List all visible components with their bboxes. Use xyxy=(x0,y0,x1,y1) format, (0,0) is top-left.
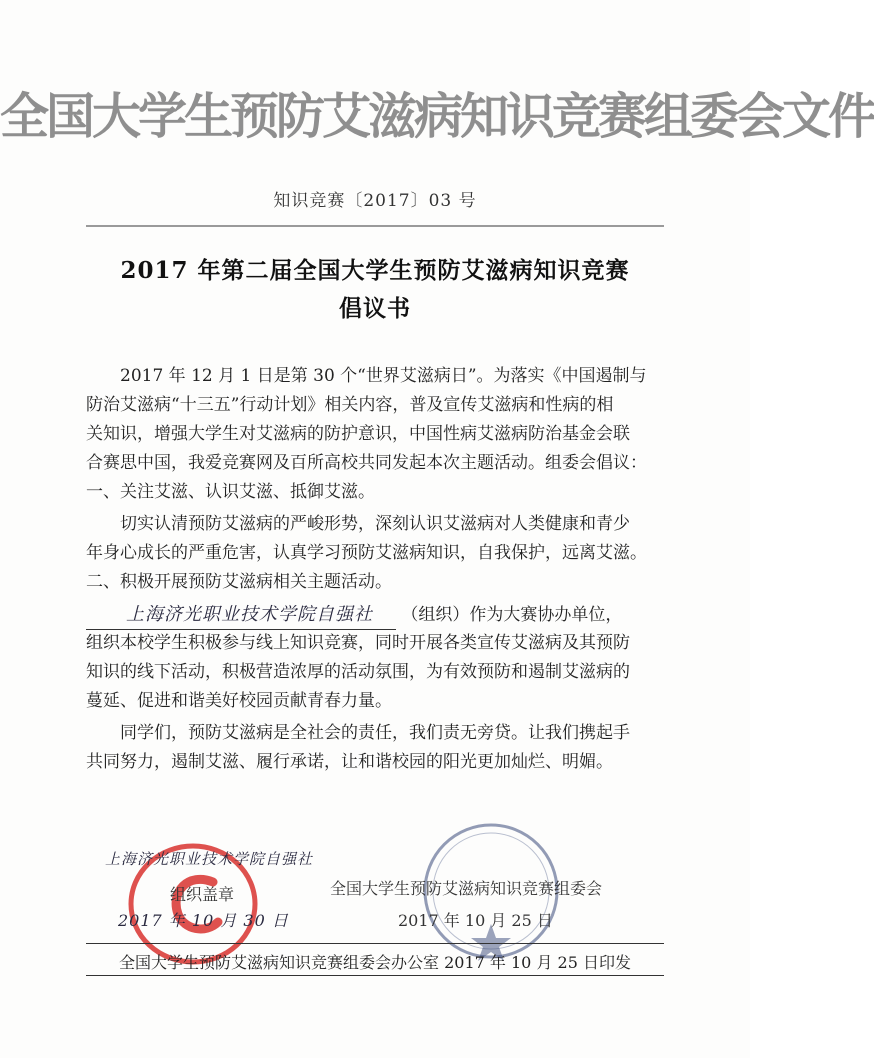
body-line: 同学们，预防艾滋病是全社会的责任，我们责无旁贷。让我们携起手 xyxy=(120,723,630,743)
body-line: 切实认清预防艾滋病的严峻形势，深刻认识艾滋病对人类健康和青少 xyxy=(120,514,630,534)
seal-label: 组织盖章 xyxy=(170,885,235,904)
document-number: 知识竞赛〔2017〕03 号 xyxy=(273,191,477,211)
body-line: 知识的线下活动，积极营造浓厚的活动氛围，为有效预防和遏制艾滋病的 xyxy=(86,662,630,682)
section-heading-2: 二、积极开展预防艾滋病相关主题活动。 xyxy=(86,572,392,592)
footer-issuer: 全国大学生预防艾滋病知识竞赛组委会办公室 2017 年 10 月 25 日印发 xyxy=(119,953,631,972)
handwritten-signature-date: 2017 年 10 月 30 日 xyxy=(118,911,289,930)
body-line: 2017 年 12 月 1 日是第 30 个“世界艾滋病日”。为落实《中国遏制与 xyxy=(120,366,647,386)
body-line: 年身心成长的严重危害，认真学习预防艾滋病知识，自我保护，远离艾滋。 xyxy=(86,543,647,563)
handwritten-signature-organization: 上海济光职业技术学院自强社 xyxy=(105,850,314,868)
body-line: 共同努力，遏制艾滋、履行承诺，让和谐校园的阳光更加灿烂、明媚。 xyxy=(86,752,613,772)
body-line: 蔓延、促进和谐美好校园贡献青春力量。 xyxy=(86,691,392,711)
organization-fill-line xyxy=(86,600,666,629)
body-line: 合赛思中国，我爱竞赛网及百所高校共同发起本次主题活动。组委会倡议： xyxy=(86,453,647,473)
body-line: （组织）作为大赛协办单位， xyxy=(401,605,623,625)
organizer-name: 全国大学生预防艾滋病知识竞赛组委会 xyxy=(330,879,603,898)
header-divider xyxy=(86,225,664,227)
body-line: 关知识，增强大学生对艾滋病的防护意识，中国性病艾滋病防治基金会联 xyxy=(86,424,630,444)
organizer-date: 2017 年 10 月 25 日 xyxy=(398,911,553,930)
handwritten-organization: 上海济光职业技术学院自强社 xyxy=(86,600,396,630)
footer-divider-bottom xyxy=(86,975,664,976)
footer-divider-top xyxy=(86,943,664,944)
issuer-header-title: 全国大学生预防艾滋病知识竞赛组委会文件 xyxy=(0,88,874,145)
body-line: 防治艾滋病“十三五”行动计划》相关内容，普及宣传艾滋病和性病的相 xyxy=(86,395,614,415)
document-title: 2017 年第二届全国大学生预防艾滋病知识竞赛 xyxy=(120,257,630,284)
document-body xyxy=(86,362,666,777)
document-subtitle: 倡议书 xyxy=(339,295,411,322)
section-heading-1: 一、关注艾滋、认识艾滋、抵御艾滋。 xyxy=(86,482,375,502)
body-line: 组织本校学生积极参与线上知识竞赛，同时开展各类宣传艾滋病及其预防 xyxy=(86,633,630,653)
